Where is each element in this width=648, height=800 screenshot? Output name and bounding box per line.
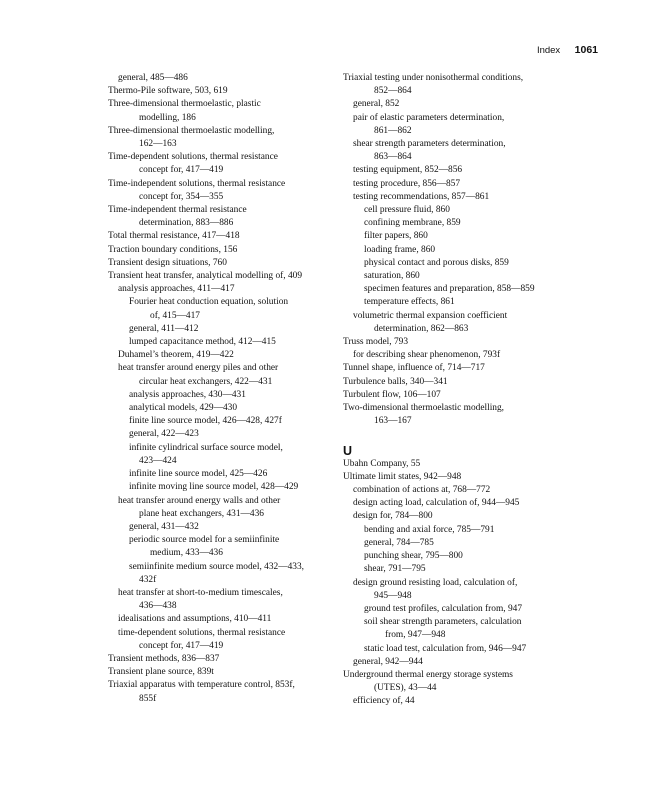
index-subentry: analysis approaches, 411—417	[118, 284, 235, 295]
running-header	[537, 40, 598, 54]
index-subentry: infinite line source model, 425—426	[129, 469, 268, 480]
index-entry: Transient heat transfer, analytical modelling of, 409	[108, 271, 303, 282]
index-subentry: heat transfer around energy piles and other	[118, 363, 279, 374]
index-subentry: pair of elastic parameters determination,	[353, 112, 505, 123]
index-subentry: 162—163	[139, 139, 177, 150]
index-subentry: circular heat exchangers, 422—431	[139, 376, 273, 387]
index-entry: Thermo-Pile software, 503, 619	[108, 86, 228, 97]
index-subentry: 855f	[139, 693, 157, 704]
index-subentry: 163—167	[374, 416, 412, 427]
index-subentry: time-dependent solutions, thermal resistance	[118, 627, 286, 638]
index-subentry: saturation, 860	[364, 271, 420, 282]
index-subentry: specimen features and preparation, 858—859	[364, 284, 535, 295]
index-subentry: plane heat exchangers, 431—436	[139, 508, 264, 519]
index-subentry: infinite moving line source model, 428—429	[129, 482, 299, 493]
index-subentry: efficiency of, 44	[353, 696, 415, 707]
index-subentry: 436—438	[139, 601, 177, 612]
index-entry: Two-dimensional thermoelastic modelling,	[343, 403, 505, 414]
index-entry: Transient design situations, 760	[108, 257, 227, 268]
index-subentry: analytical models, 429—430	[129, 403, 238, 414]
index-subentry: design acting load, calculation of, 944—945	[353, 498, 520, 509]
index-entry: Tunnel shape, influence of, 714—717	[343, 363, 485, 374]
index-subentry: general, 422—423	[129, 429, 199, 440]
index-subentry: 945—948	[374, 590, 412, 601]
index-subentry: punching shear, 795—800	[364, 551, 463, 562]
page-number: 1061	[574, 44, 598, 56]
index-column-right	[343, 72, 571, 709]
index-subentry: volumetric thermal expansion coefficient	[353, 310, 508, 321]
index-column-left	[108, 72, 336, 706]
index-entry: Three-dimensional thermoelastic modelling,	[108, 125, 275, 136]
index-subentry: idealisations and assumptions, 410—411	[118, 614, 272, 625]
index-subentry: soil shear strength parameters, calculation	[364, 617, 522, 628]
index-subentry: testing recommendations, 857—861	[353, 191, 490, 202]
index-subentry: modelling, 186	[139, 112, 196, 123]
index-subentry: heat transfer at short-to-medium timescales,	[118, 587, 283, 598]
index-subentry: periodic source model for a semiinfinite	[129, 535, 280, 546]
index-subentry: Fourier heat conduction equation, solution	[129, 297, 289, 308]
index-subentry: testing equipment, 852—856	[353, 165, 463, 176]
index-subentry: loading frame, 860	[364, 244, 436, 255]
index-subentry: 861—862	[374, 125, 412, 136]
index-entry: Three-dimensional thermoelastic, plastic	[108, 99, 261, 110]
index-entry: Transient methods, 836—837	[108, 653, 220, 664]
index-subentry: general, 784—785	[364, 537, 434, 548]
index-entry: Triaxial apparatus with temperature control, 853f,	[108, 680, 295, 691]
index-subentry: determination, 862—863	[374, 323, 469, 334]
index-subentry: design for, 784—800	[353, 511, 433, 522]
index-entry: Ubahn Company, 55	[343, 458, 421, 469]
index-subentry: bending and axial force, 785—791	[364, 524, 495, 535]
index-subentry: physical contact and porous disks, 859	[364, 257, 509, 268]
index-subentry: ground test profiles, calculation from, 947	[364, 603, 523, 614]
index-entry: Turbulent flow, 106—107	[343, 389, 441, 400]
index-subentry: 852—864	[374, 86, 412, 97]
index-subentry: concept for, 417—419	[139, 640, 224, 651]
index-subentry: for describing shear phenomenon, 793f	[353, 350, 501, 361]
index-subentry: shear, 791—795	[364, 564, 426, 575]
index-entry: Underground thermal energy storage systems	[343, 669, 513, 680]
index-entry: Total thermal resistance, 417—418	[108, 231, 240, 242]
index-subentry: (UTES), 43—44	[374, 683, 437, 694]
index-entry: Time-independent thermal resistance	[108, 205, 247, 216]
index-subentry: general, 942—944	[353, 656, 423, 667]
index-subentry: heat transfer around energy walls and other	[118, 495, 281, 506]
index-entry: Truss model, 793	[343, 337, 409, 348]
index-subentry: finite line source model, 426—428, 427f	[129, 416, 282, 427]
index-subentry: 863—864	[374, 152, 412, 163]
index-subentry: analysis approaches, 430—431	[129, 389, 246, 400]
header-label: Index	[536, 45, 561, 56]
index-subentry: concept for, 417—419	[139, 165, 224, 176]
index-subentry: design ground resisting load, calculation of,	[353, 577, 518, 588]
index-entry: Traction boundary conditions, 156	[108, 244, 238, 255]
index-subentry: medium, 433—436	[150, 548, 223, 559]
index-subentry: 423—424	[139, 455, 177, 466]
index-subentry: determination, 883—886	[139, 218, 234, 229]
index-subentry: confining membrane, 859	[364, 218, 461, 229]
index-subentry: infinite cylindrical surface source model,	[129, 442, 283, 453]
index-subentry: cell pressure fluid, 860	[364, 205, 450, 216]
index-subentry: shear strength parameters determination,	[353, 139, 506, 150]
index-subentry: testing procedure, 856—857	[353, 178, 461, 189]
index-subentry: general, 485—486	[118, 73, 188, 83]
index-subentry: semiinfinite medium source model, 432—433,	[129, 561, 304, 572]
section-letter-heading: U	[343, 443, 353, 458]
index-subentry: static load test, calculation from, 946—947	[364, 643, 527, 654]
index-subentry: combination of actions at, 768—772	[353, 485, 491, 496]
index-subentry: lumped capacitance method, 412—415	[129, 337, 276, 348]
section-spacer	[343, 428, 571, 441]
index-subentry: general, 411—412	[129, 323, 199, 334]
index-subentry: general, 852	[353, 99, 400, 110]
index-subentry: filter papers, 860	[364, 231, 428, 242]
index-subentry: 432f	[139, 574, 157, 585]
index-entry: Time-independent solutions, thermal resistance	[108, 178, 286, 189]
index-subentry: temperature effects, 861	[364, 297, 455, 308]
index-subentry: of, 415—417	[150, 310, 200, 321]
index-entry: Transient plane source, 839t	[108, 667, 214, 678]
index-subentry: concept for, 354—355	[139, 191, 224, 202]
index-subentry: Duhamel’s theorem, 419—422	[118, 350, 234, 361]
index-subentry: from, 947—948	[385, 630, 446, 641]
index-entry: Ultimate limit states, 942—948	[343, 471, 462, 482]
index-entry: Triaxial testing under nonisothermal conditions,	[343, 73, 524, 83]
index-subentry: general, 431—432	[129, 521, 199, 532]
index-entry: Turbulence balls, 340—341	[343, 376, 448, 387]
index-entry: Time-dependent solutions, thermal resistance	[108, 152, 278, 163]
